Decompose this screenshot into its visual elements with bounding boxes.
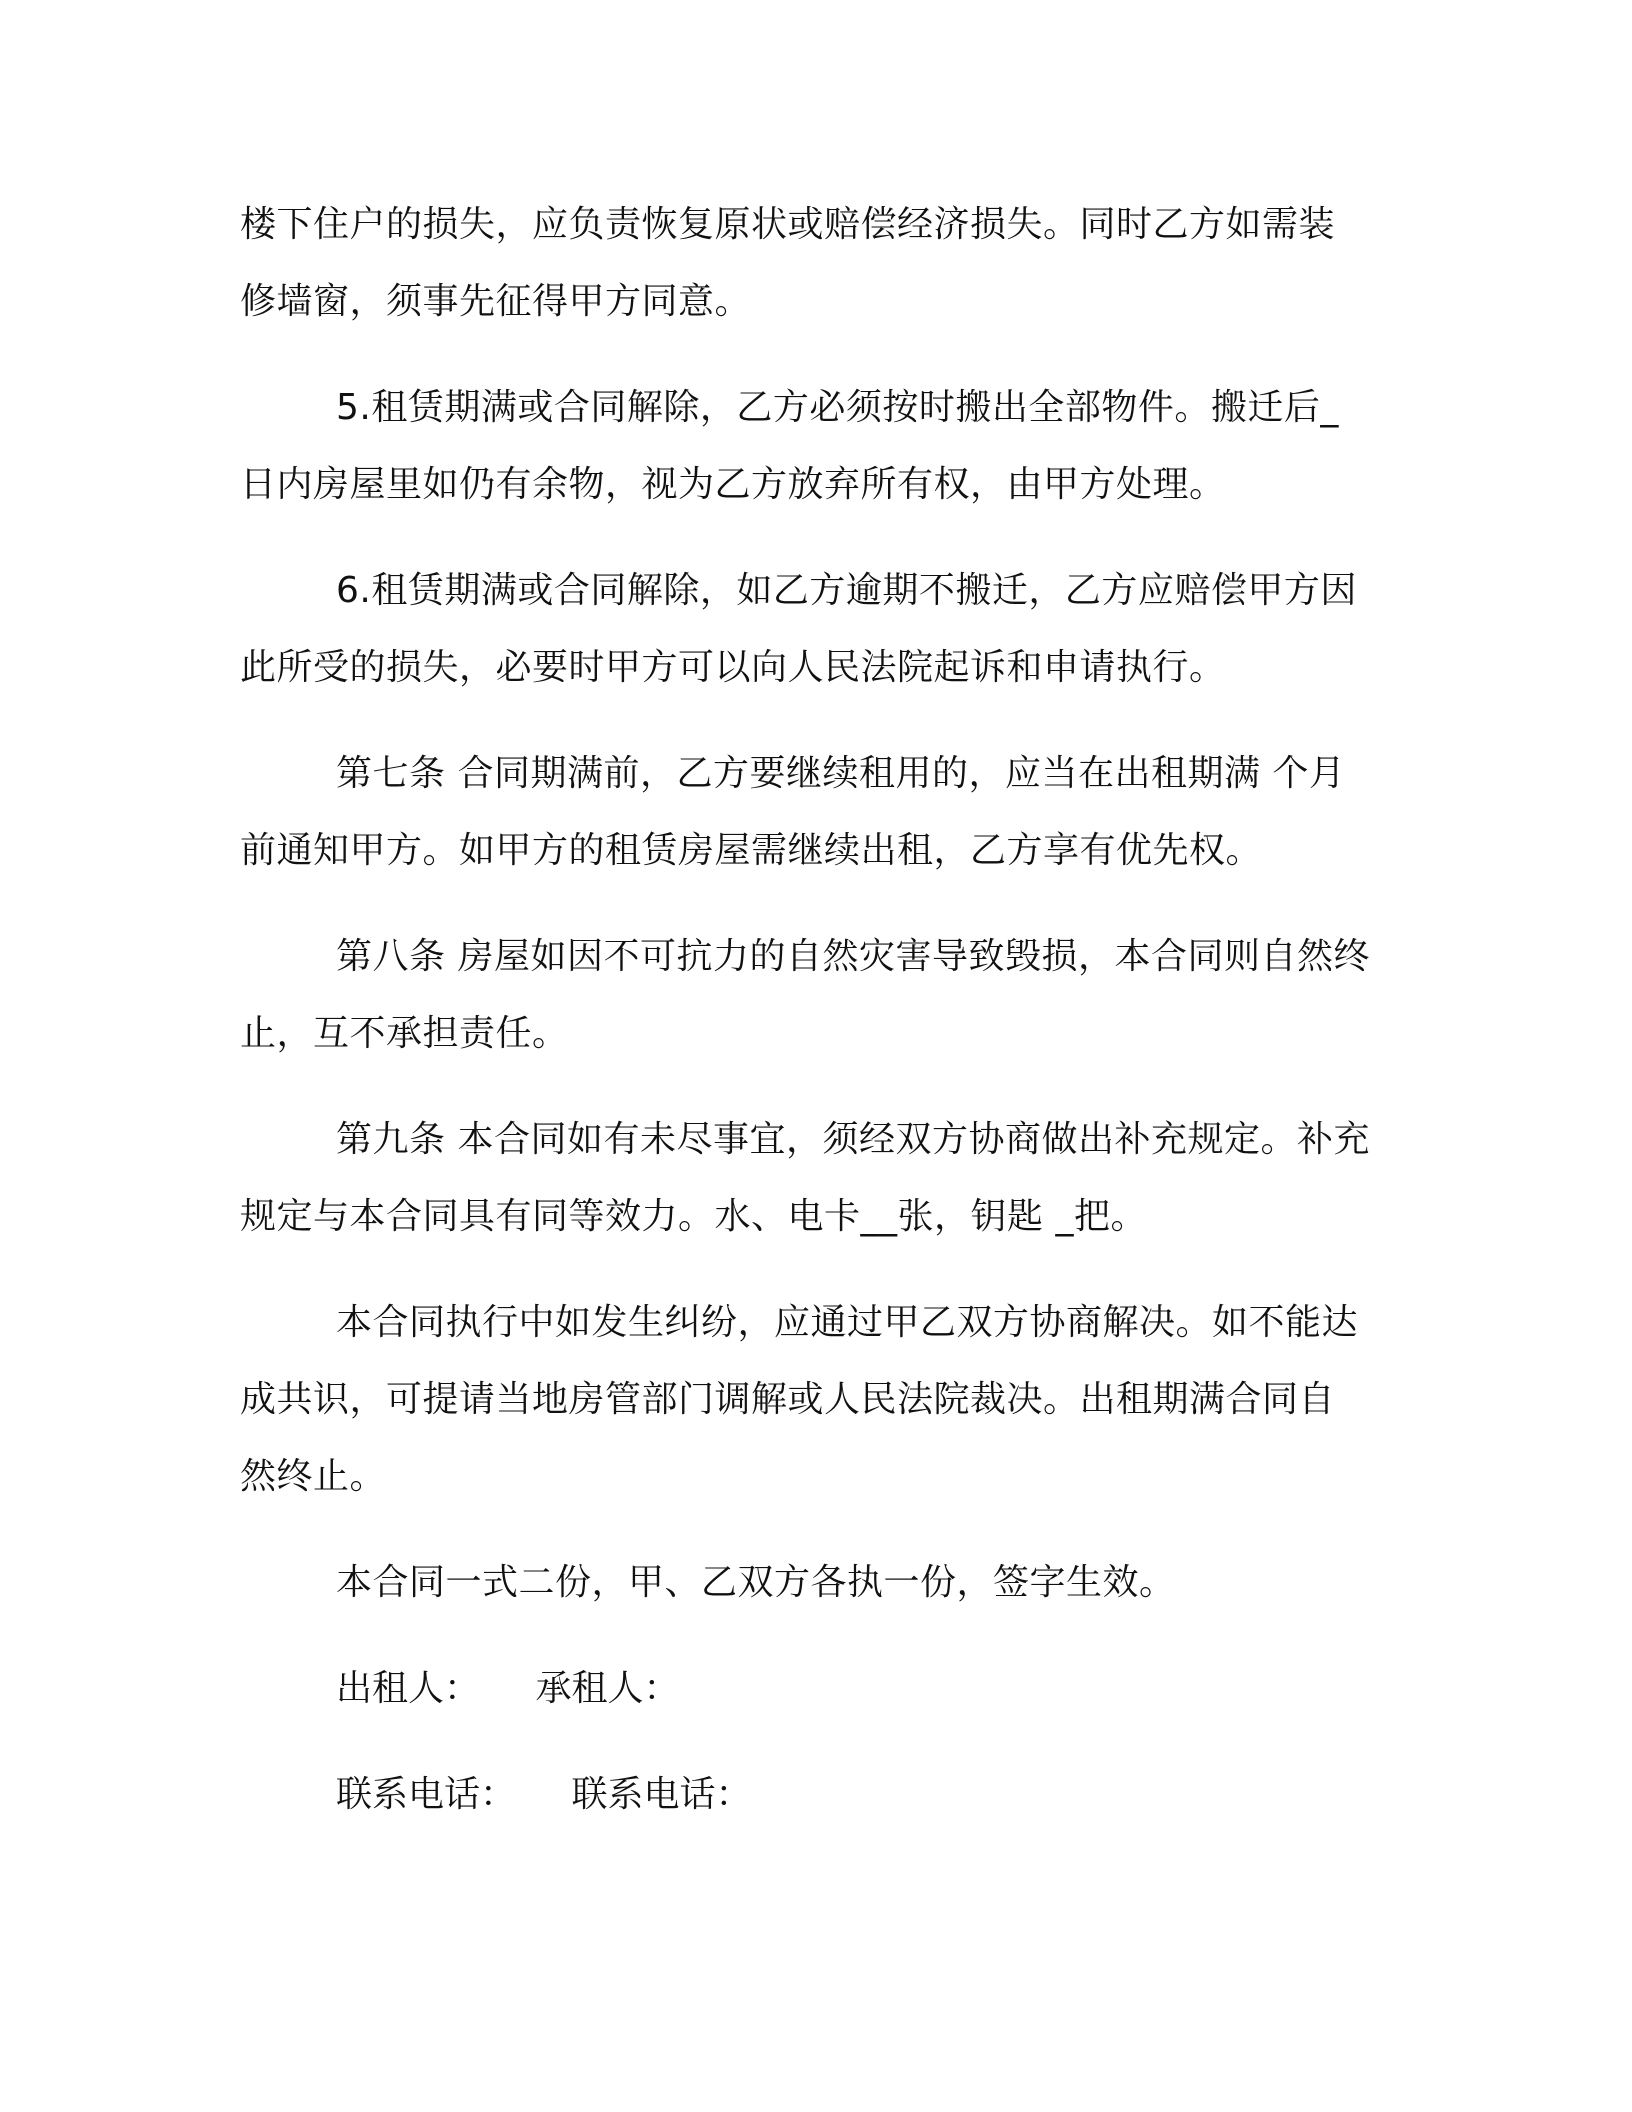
paragraph-clause-5 bbox=[240, 369, 1400, 523]
text-line: 日内房屋里如仍有余物，视为乙方放弃所有权，由甲方处理。 bbox=[240, 464, 1226, 505]
paragraph-article-7 bbox=[240, 735, 1400, 889]
text-line: 第九条 本合同如有未尽事宜，须经双方协商做出补充规定。补充 bbox=[336, 1119, 1370, 1160]
text-line: 6.租赁期满或合同解除，如乙方逾期不搬迁，乙方应赔偿甲方因 bbox=[336, 570, 1357, 611]
lessee-phone-label: 联系电话： bbox=[571, 1774, 752, 1815]
text-line: 本合同一式二份，甲、乙双方各执一份，签字生效。 bbox=[336, 1562, 1176, 1603]
paragraph-article-8 bbox=[240, 918, 1400, 1072]
text-line: 成共识，可提请当地房管部门调解或人民法院裁决。出租期满合同自 bbox=[240, 1379, 1336, 1420]
paragraph-disputes bbox=[240, 1284, 1400, 1515]
text-line: 然终止。 bbox=[240, 1456, 387, 1497]
text-line: 止，互不承担责任。 bbox=[240, 1013, 569, 1054]
text-line: 此所受的损失，必要时甲方可以向人民法院起诉和申请执行。 bbox=[240, 647, 1226, 688]
signature-row-names bbox=[240, 1650, 1400, 1727]
text-line: 修墙窗，须事先征得甲方同意。 bbox=[240, 281, 752, 322]
text-line: 5.租赁期满或合同解除，乙方必须按时搬出全部物件。搬迁后_ bbox=[336, 387, 1339, 428]
text-line: 本合同执行中如发生纠纷，应通过甲乙双方协商解决。如不能达 bbox=[336, 1302, 1359, 1343]
document-body bbox=[240, 186, 1400, 1833]
text-line: 规定与本合同具有同等效力。水、电卡__张，钥匙 _把。 bbox=[240, 1196, 1147, 1237]
text-line: 第七条 合同期满前，乙方要继续租用的，应当在出租期满 个月 bbox=[336, 753, 1346, 794]
paragraph-continuation bbox=[240, 186, 1400, 340]
paragraph-article-9 bbox=[240, 1101, 1400, 1255]
text-line: 楼下住户的损失，应负责恢复原状或赔偿经济损失。同时乙方如需装 bbox=[240, 204, 1336, 245]
signature-row-phones bbox=[240, 1756, 1400, 1833]
lessor-phone-label: 联系电话： bbox=[336, 1774, 517, 1815]
paragraph-clause-6 bbox=[240, 552, 1400, 706]
text-line: 前通知甲方。如甲方的租赁房屋需继续出租，乙方享有优先权。 bbox=[240, 830, 1263, 871]
text-line: 第八条 房屋如因不可抗力的自然灾害导致毁损，本合同则自然终 bbox=[336, 936, 1370, 977]
lessor-label: 出租人： bbox=[336, 1668, 481, 1709]
paragraph-copies bbox=[240, 1544, 1400, 1621]
lessee-label: 承租人： bbox=[535, 1668, 680, 1709]
